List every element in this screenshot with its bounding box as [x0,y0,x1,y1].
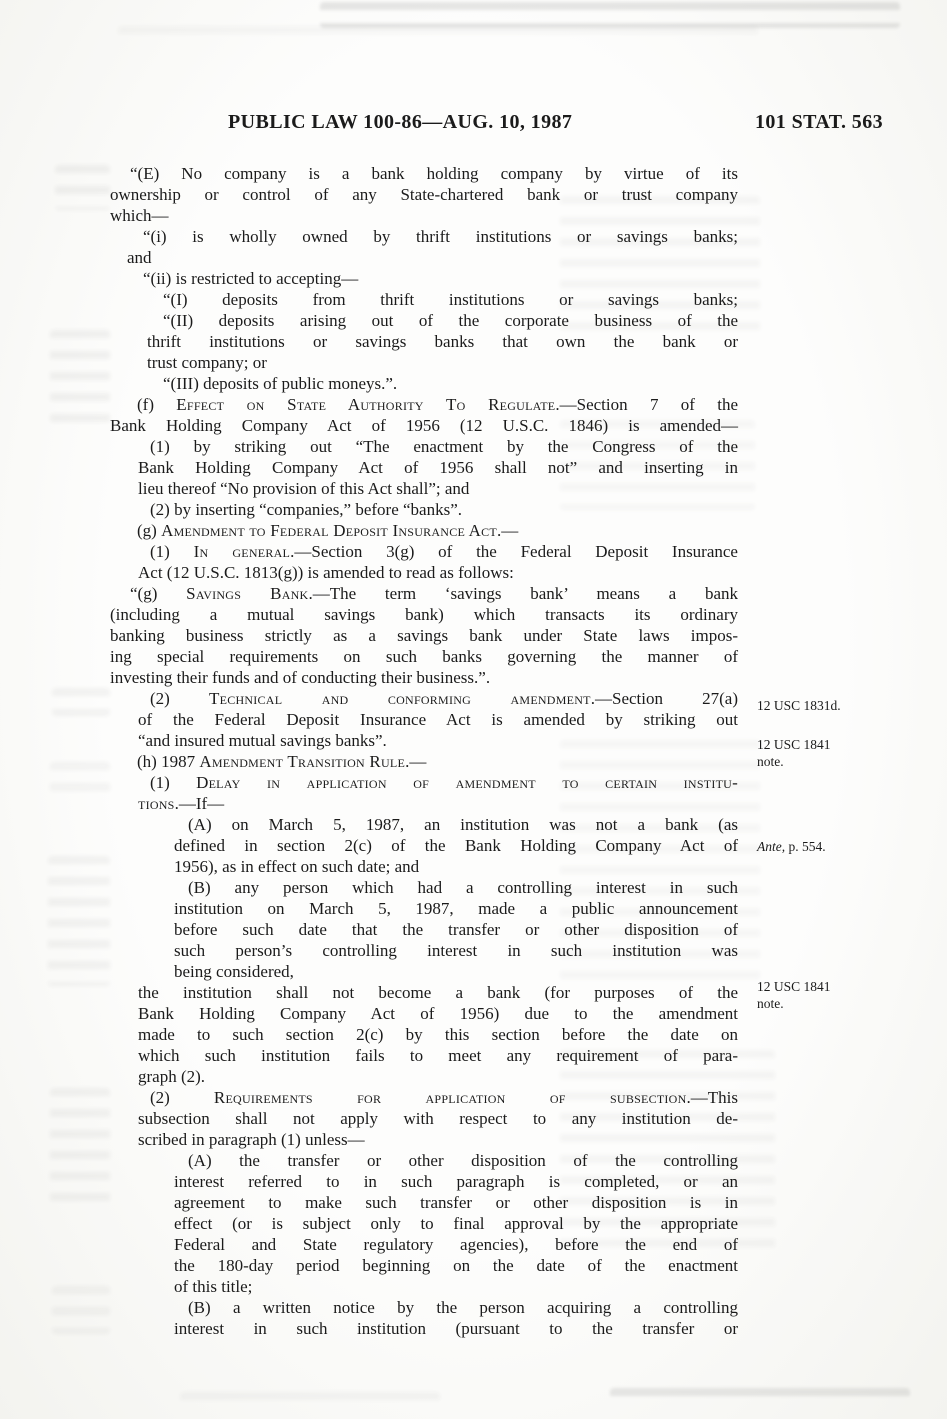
text-run: “(I) deposits from thrift institutions or savings banks; [163,290,738,309]
statute-line [110,436,738,457]
statute-line [110,730,738,751]
text-run: 12 USC 1841 [757,737,831,752]
bleedthrough-artifact [52,688,110,716]
text-run: (1) by striking out “The enactment by the Congress of the [150,437,738,456]
margin-note [757,736,831,770]
text-run: (including a mutual savings bank) which transacts its ordinary [110,605,738,624]
statute-line [110,331,738,352]
text-run: .—Section 3(g) of the Federal Deposit Insurance [290,542,738,561]
statute-line [110,1171,738,1192]
text-run: investing their funds and of conducting their business.”. [110,668,491,687]
text-run: “(E) No company is a bank holding company by virtue of its [130,164,738,183]
margin-note [757,838,826,855]
statute-line [110,1024,738,1045]
text-run: (1) [150,773,197,792]
statute-line [110,1129,738,1150]
text-run: note. [757,996,784,1011]
text-run: “(III) deposits of public moneys.”. [163,374,398,393]
bleedthrough-artifact [55,165,110,210]
bleedthrough-artifact [50,762,110,802]
statute-line [110,163,738,184]
text-run: before such date that the transfer or other disposition of [174,920,738,939]
text-run: Bank Holding Company Act of 1956) due to the amendment [138,1004,738,1023]
text-run: Federal and State regulatory agencies), before the end of [174,1235,738,1254]
statute-line [110,226,738,247]
text-run: effect (or is subject only to final approval by the appropriate [174,1214,738,1233]
statute-line [110,457,738,478]
text-run: (2) by inserting “companies,” before “banks”. [150,500,463,519]
text-run: thrift institutions or savings banks that own the bank or [147,332,738,351]
statute-line [110,856,738,877]
statute-line [110,268,738,289]
text-run: which— [110,206,169,225]
text-run: agreement to make such transfer or other disposition is in [174,1193,738,1212]
statute-line [110,982,738,1003]
text-run: Savings Bank [186,584,309,603]
margin-note-line [757,736,831,753]
text-run: .— [405,752,427,771]
statute-line [110,940,738,961]
text-run: “and insured mutual savings banks”. [138,731,387,750]
bleedthrough-artifact [52,1286,110,1334]
margin-note [757,697,841,714]
text-run: tions [138,794,175,813]
statute-line [110,352,738,373]
margin-note-line [757,753,831,770]
text-run: (f) [137,395,177,414]
statute-line [110,646,738,667]
text-run: “(ii) is restricted to accepting— [143,269,359,288]
text-run: subsection shall not apply with respect to any institution de- [138,1109,738,1128]
statute-line [110,478,738,499]
bleedthrough-artifact [320,2,900,28]
statute-line [110,919,738,940]
statute-line [110,835,738,856]
margin-note-line [757,838,826,855]
statute-line [110,310,738,331]
statute-line [110,373,738,394]
text-run: (2) [150,689,209,708]
statute-line [110,541,738,562]
text-run: .—If— [174,794,225,813]
statute-line [110,1255,738,1276]
statute-line [110,583,738,604]
statute-line [110,205,738,226]
text-run: interest in such institution (pursuant to the transfer or [174,1319,738,1338]
text-run: .—Section 27(a) [590,689,739,708]
text-run: Ante, [757,839,786,854]
text-run: such person’s controlling interest in such institution was [174,941,738,960]
text-run: Requirements for application of subsection [213,1088,687,1107]
text-run: interest referred to in such paragraph is completed, or an [174,1172,738,1191]
statute-line [110,289,738,310]
text-run: (A) the transfer or other disposition of the controlling [188,1151,738,1170]
text-run: note. [757,754,784,769]
statute-line [110,1297,738,1318]
text-run: the institution shall not become a bank (for purposes of the [138,983,738,1002]
text-run: “(i) is wholly owned by thrift institutions or savings banks; [143,227,738,246]
margin-note-line [757,697,841,714]
statute-line [110,898,738,919]
statute-line [110,1276,738,1297]
statute-line [110,1318,738,1339]
statute-line [110,1087,738,1108]
text-run: p. 554. [785,839,826,854]
statute-line [110,814,738,835]
bleedthrough-artifact [180,1392,440,1404]
statute-line [110,1234,738,1255]
statute-line [110,1066,738,1087]
statute-line [110,751,738,772]
text-run: “(g) [130,584,187,603]
text-run: (2) [150,1088,214,1107]
bleedthrough-artifact [48,856,110,986]
running-head-law-title: PUBLIC LAW 100-86—AUG. 10, 1987 [228,111,573,133]
statute-line [110,415,738,436]
bleedthrough-artifact [118,26,758,42]
text-run: (h) 1987 [137,752,200,771]
bleedthrough-artifact [610,1388,910,1404]
text-run: of this title; [174,1277,253,1296]
text-run: trust company; or [147,353,267,372]
statute-line [110,604,738,625]
statute-line [110,562,738,583]
statute-line [110,1108,738,1129]
text-run: (A) on March 5, 1987, an institution was not a bank (as [188,815,738,834]
text-run: which such institution fails to meet any requirement of para- [138,1046,738,1065]
text-run: “(II) deposits arising out of the corporate business of the [163,311,738,330]
text-run: banking business strictly as a savings bank under State laws impos- [110,626,738,645]
statute-line [110,709,738,730]
statute-line [110,625,738,646]
text-run: Act (12 U.S.C. 1813(g)) is amended to read as follows: [138,563,514,582]
statute-line [110,1003,738,1024]
text-run: .— [496,521,519,540]
text-run: Effect on State Authority To Regulate [176,395,556,414]
text-run: the 180-day period beginning on the date of the enactment [174,1256,738,1275]
statute-line [110,394,738,415]
text-run: Amendment to Federal Deposit Insurance Act [161,521,497,540]
text-run: institution on March 5, 1987, made a public announcement [174,899,738,918]
text-run: of the Federal Deposit Insurance Act is amended by striking out [138,710,738,729]
statute-line [110,1045,738,1066]
statute-line [110,520,738,541]
statute-line [110,793,738,814]
text-run: 12 USC 1841 [757,979,831,994]
margin-note [757,978,831,1012]
text-run: Technical and conforming amendment [209,689,591,708]
bleedthrough-artifact [50,330,110,425]
text-run: ing special requirements on such banks governing the manner of [110,647,738,666]
statute-line [110,961,738,982]
text-run: Bank Holding Company Act of 1956 shall not” and inserting in [138,458,738,477]
text-run: 1956), as in effect on such date; and [174,857,420,876]
bleedthrough-artifact [50,1088,110,1203]
text-run: defined in section 2(c) of the Bank Holding Company Act of [174,836,738,855]
margin-note-line [757,995,831,1012]
text-run: ownership or control of any State-chartered bank or trust company [110,185,738,204]
statute-line [110,1150,738,1171]
text-run: In general [193,542,291,561]
text-run: 12 USC 1831d. [757,698,841,713]
statute-line [110,1192,738,1213]
text-run: and [127,248,152,267]
statute-line [110,1213,738,1234]
text-run: (g) [137,521,162,540]
statute-line [110,247,738,268]
text-run: being considered, [174,962,294,981]
statute-line [110,772,738,793]
text-run: .—The term ‘savings bank’ means a bank [308,584,738,603]
statute-line [110,184,738,205]
statute-line [110,499,738,520]
margin-note-line [757,978,831,995]
text-run: graph (2). [138,1067,206,1086]
statute-line [110,667,738,688]
running-head-stat-page: 101 STAT. 563 [755,111,883,133]
text-run: (B) a written notice by the person acquiring a controlling [188,1298,738,1317]
text-run: Bank Holding Company Act of 1956 (12 U.S.C. 1846) is amended— [110,416,738,435]
statute-body [110,163,738,1339]
text-run: made to such section 2(c) by this section before the date on [138,1025,738,1044]
text-run: Delay in application of amendment to certain institu- [196,773,738,792]
text-run: (B) any person which had a controlling interest in such [188,878,738,897]
text-run: lieu thereof “No provision of this Act shall”; and [138,479,470,498]
text-run: .—This [686,1088,738,1107]
text-run: Amendment Transition Rule [199,752,406,771]
text-run: (1) [150,542,194,561]
text-run: scribed in paragraph (1) unless— [138,1130,365,1149]
statute-line [110,688,738,709]
text-run: .—Section 7 of the [555,395,738,414]
statute-line [110,877,738,898]
